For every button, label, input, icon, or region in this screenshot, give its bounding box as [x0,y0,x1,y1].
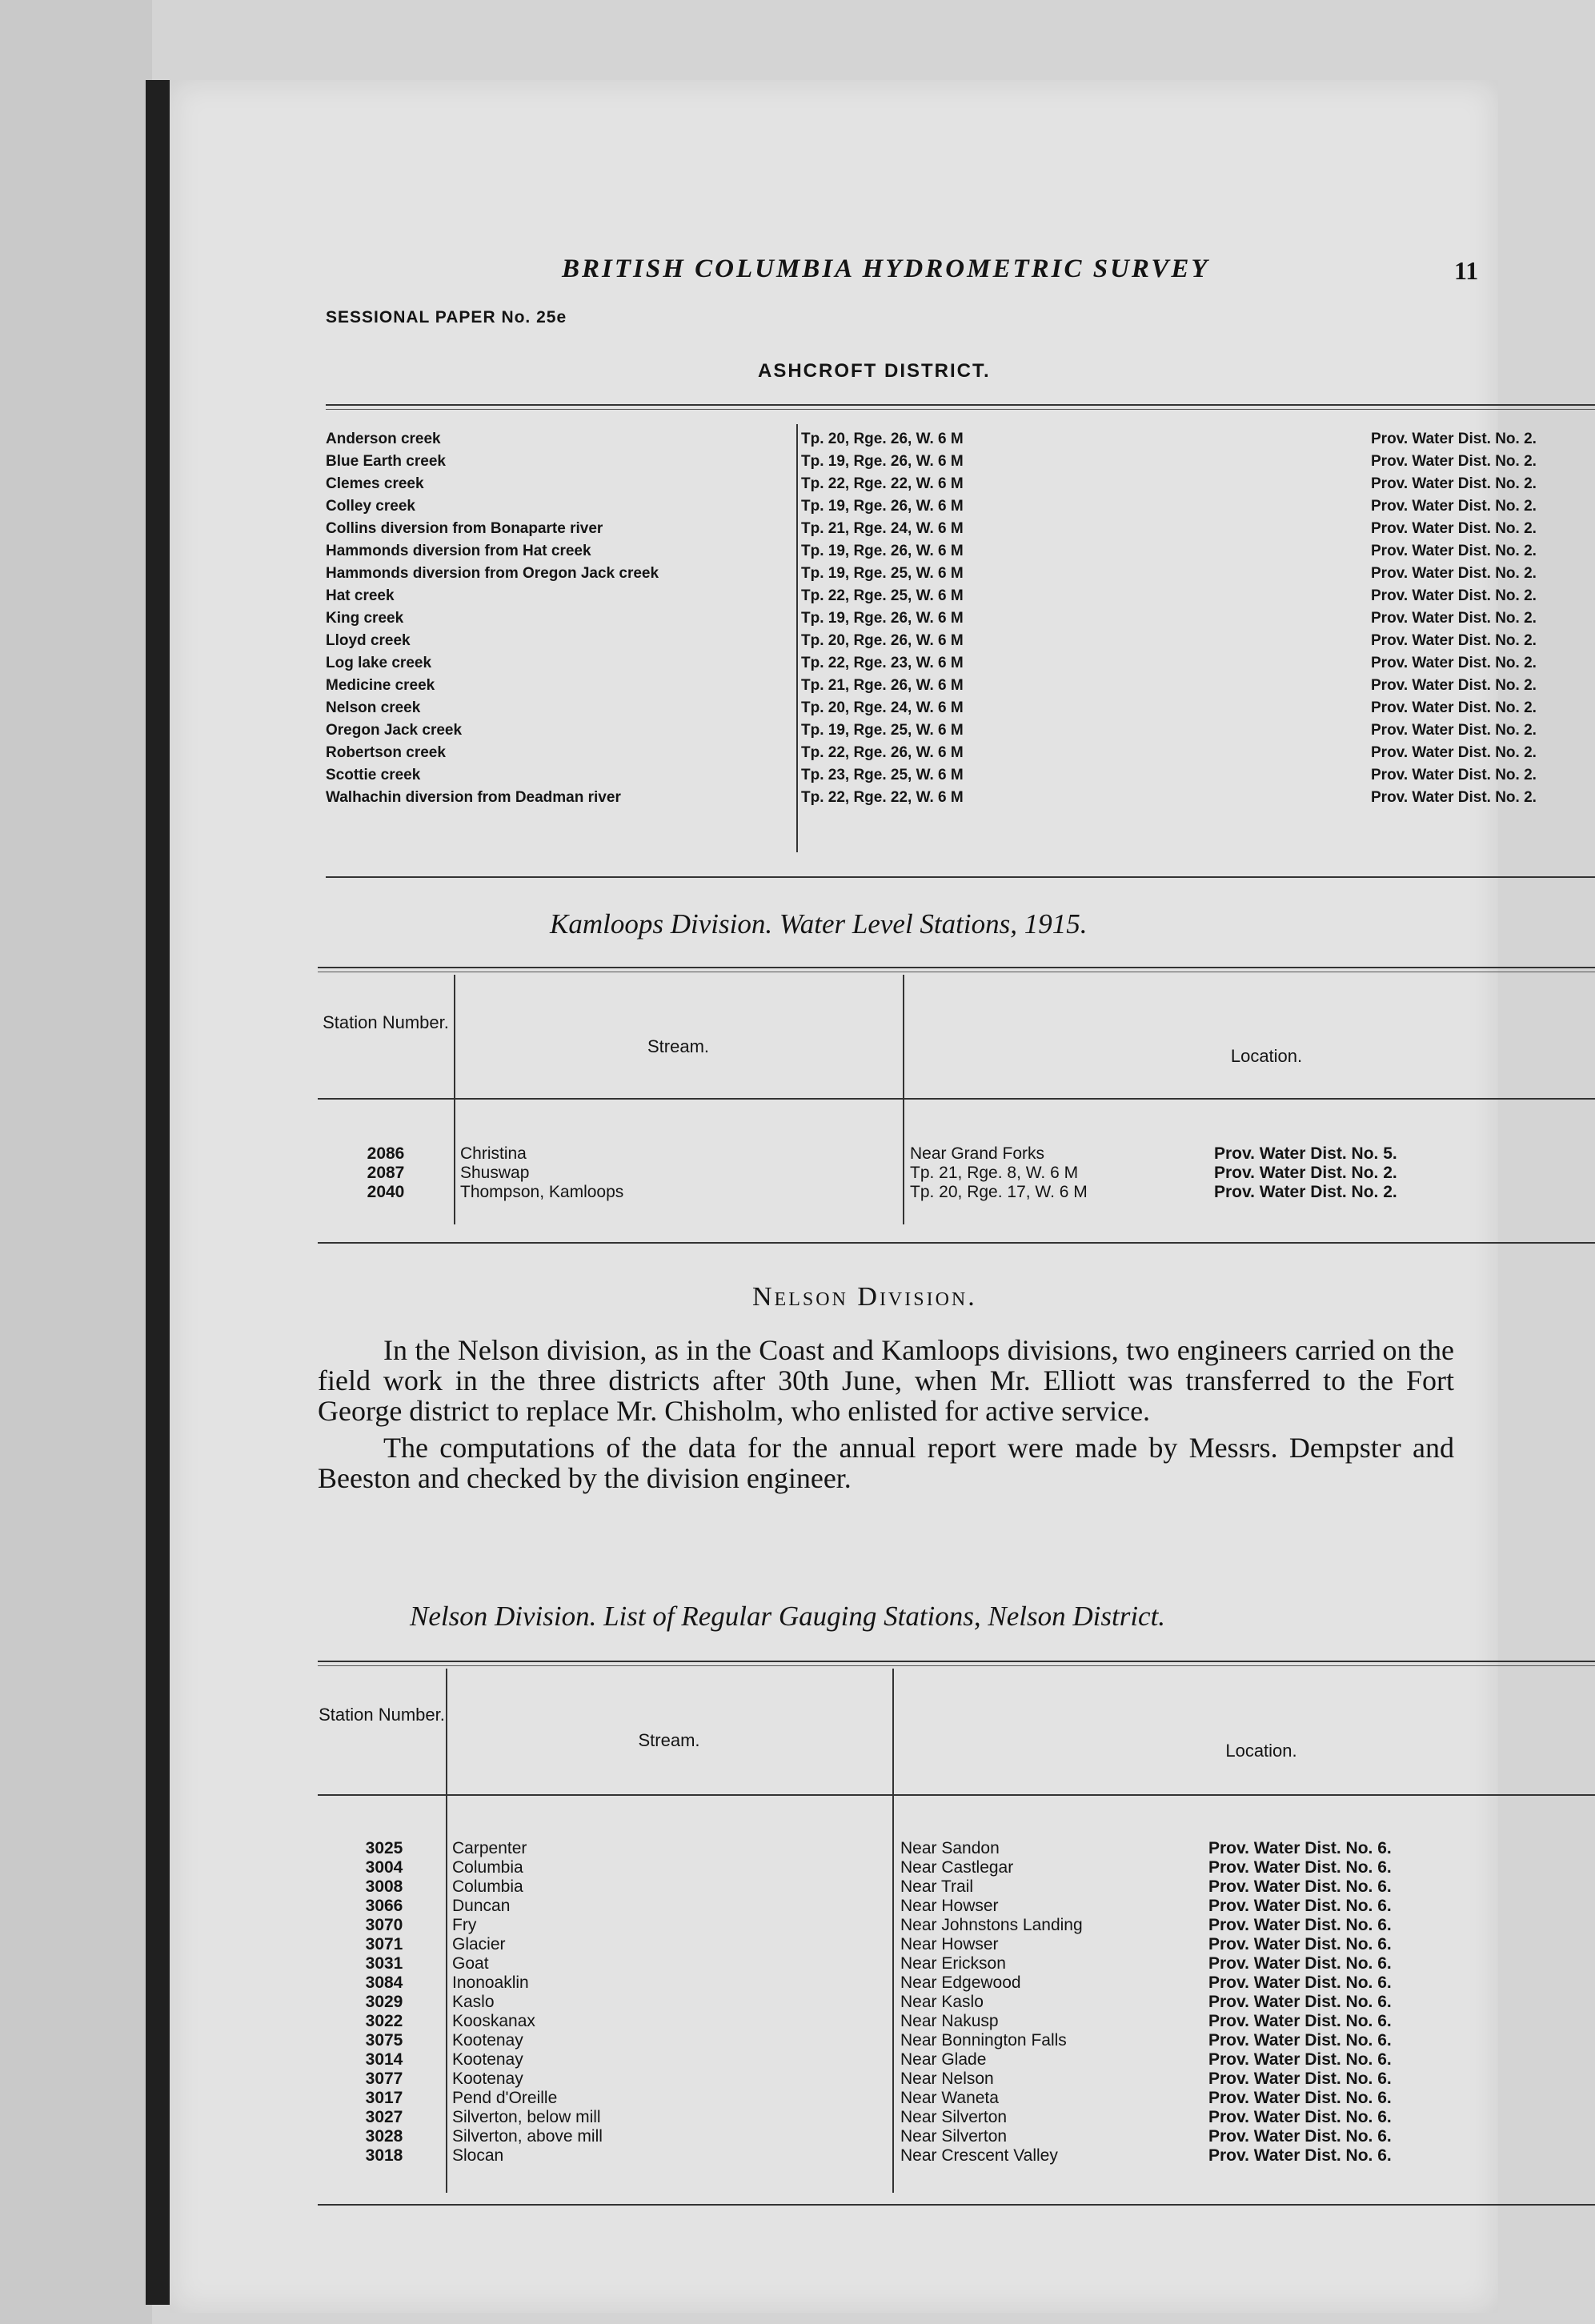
ashcroft-location: Tp. 22, Rge. 23, W. 6 M [801,655,964,671]
nelson-header-rule [318,1794,1595,1796]
nelson-bottom-rule [318,2204,1595,2206]
ashcroft-row [326,677,1595,694]
location: Near Erickson [900,1954,1006,1973]
ashcroft-district: Prov. Water Dist. No. 2. [1371,543,1537,559]
location: Near Trail [900,1877,974,1896]
ashcroft-stream: Robertson creek [326,744,446,761]
water-district: Prov. Water Dist. No. 6. [1208,1954,1392,1973]
ashcroft-district: Prov. Water Dist. No. 2. [1371,699,1537,716]
water-district: Prov. Water Dist. No. 6. [1208,1839,1392,1857]
water-district: Prov. Water Dist. No. 6. [1208,2012,1392,2030]
ashcroft-stream: Lloyd creek [326,632,411,649]
ashcroft-district: Prov. Water Dist. No. 2. [1371,498,1537,515]
station-number: 3017 [365,2089,403,2107]
location: Near Bonnington Falls [900,2031,1067,2050]
stream-name: Kootenay [452,2070,523,2088]
water-district: Prov. Water Dist. No. 6. [1208,2089,1392,2107]
kamloops-header-rule [318,1098,1595,1100]
water-district: Prov. Water Dist. No. 6. [1208,2108,1392,2126]
water-district: Prov. Water Dist. No. 6. [1208,2031,1392,2050]
ashcroft-location: Tp. 22, Rge. 22, W. 6 M [801,475,964,492]
stream-name: Pend d'Oreille [452,2089,558,2107]
ashcroft-stream: Log lake creek [326,655,432,671]
ashcroft-district: Prov. Water Dist. No. 2. [1371,520,1537,537]
kamloops-top-rule [318,967,1595,968]
station-number: 3028 [365,2127,403,2146]
ashcroft-location: Tp. 19, Rge. 26, W. 6 M [801,453,964,470]
stream-name: Shuswap [460,1164,530,1182]
water-district: Prov. Water Dist. No. 6. [1208,1897,1392,1915]
ashcroft-row [326,767,1595,783]
ashcroft-location: Tp. 19, Rge. 26, W. 6 M [801,498,964,515]
stream-name: Silverton, above mill [452,2127,603,2146]
ashcroft-top-rule-2 [326,409,1595,410]
station-number: 3071 [365,1935,403,1953]
ashcroft-location: Tp. 22, Rge. 25, W. 6 M [801,587,964,604]
nelson-top-rule [318,1661,1595,1662]
water-district: Prov. Water Dist. No. 6. [1208,2127,1392,2146]
location: Near Silverton [900,2127,1008,2146]
water-district: Prov. Water Dist. No. 6. [1208,1877,1392,1896]
station-number: 3070 [365,1916,403,1934]
kamloops-header-location: Location. [1230,1046,1303,1066]
location: Tp. 20, Rge. 17, W. 6 M [910,1183,1088,1201]
station-number: 3008 [365,1877,403,1896]
water-district: Prov. Water Dist. No. 6. [1208,1935,1392,1953]
ashcroft-district: Prov. Water Dist. No. 2. [1371,789,1537,806]
location: Near Nakusp [900,2012,999,2030]
kamloops-bottom-rule [318,1242,1595,1244]
stream-name: Christina [460,1144,527,1163]
ashcroft-district: Prov. Water Dist. No. 2. [1371,431,1537,447]
location: Near Silverton [900,2108,1008,2126]
ashcroft-row [326,744,1595,761]
nelson-top-rule-2 [318,1665,1595,1666]
nelson-row [318,2108,1595,2127]
station-number: 2040 [367,1183,405,1201]
ashcroft-stream: Colley creek [326,498,415,515]
ashcroft-location: Tp. 20, Rge. 26, W. 6 M [801,431,964,447]
nelson-row [318,1858,1595,1877]
ashcroft-stream: Collins diversion from Bonaparte river [326,520,603,537]
ashcroft-stream: Oregon Jack creek [326,722,463,739]
location: Near Glade [900,2050,987,2069]
water-district: Prov. Water Dist. No. 5. [1214,1144,1397,1163]
ashcroft-row [326,655,1595,671]
ashcroft-district: Prov. Water Dist. No. 2. [1371,677,1537,694]
document-page [170,80,1537,2313]
kamloops-row [318,1164,1595,1183]
ashcroft-district: Prov. Water Dist. No. 2. [1371,610,1537,627]
ashcroft-district: Prov. Water Dist. No. 2. [1371,632,1537,649]
ashcroft-heading: ASHCROFT DISTRICT. [758,360,991,382]
station-number: 3075 [365,2031,403,2050]
ashcroft-row [326,699,1595,716]
ashcroft-location: Tp. 19, Rge. 26, W. 6 M [801,543,964,559]
ashcroft-stream: Clemes creek [326,475,424,492]
water-district: Prov. Water Dist. No. 6. [1208,2070,1392,2088]
nelson-row [318,2146,1595,2166]
ashcroft-district: Prov. Water Dist. No. 2. [1371,744,1537,761]
running-title: BRITISH COLUMBIA HYDROMETRIC SURVEY [562,254,1210,283]
kamloops-header-stream: Stream. [647,1036,710,1056]
stream-name: Columbia [452,1877,523,1896]
water-district: Prov. Water Dist. No. 6. [1208,2146,1392,2165]
ashcroft-location: Tp. 19, Rge. 25, W. 6 M [801,722,964,739]
stream-name: Columbia [452,1858,523,1877]
station-number: 3027 [365,2108,403,2126]
ashcroft-row [326,789,1595,806]
ashcroft-location: Tp. 21, Rge. 26, W. 6 M [801,677,964,694]
stream-name: Slocan [452,2146,504,2165]
nelson-header-stream: Stream. [638,1730,700,1750]
nelson-row [318,2070,1595,2089]
ashcroft-row [326,475,1595,492]
nelson-row [318,1897,1595,1916]
nelson-header-station: Station Number. [319,1705,445,1725]
water-district: Prov. Water Dist. No. 6. [1208,1973,1392,1992]
nelson-paragraph-1: In the Nelson division, as in the Coast and Kamloops divisions, two engineers carried on the field work in the three districts after 30th June, when Mr. Elliott was transferred to the Fort George district to replace Mr. Chisholm, who enlisted for active service. [318,1334,1454,1427]
ashcroft-stream: Blue Earth creek [326,453,446,470]
station-number: 3025 [365,1839,403,1857]
nelson-paragraphs [318,1335,1454,1493]
stream-name: Thompson, Kamloops [460,1183,624,1201]
location: Near Howser [900,1935,999,1953]
stream-name: Duncan [452,1897,511,1915]
ashcroft-district: Prov. Water Dist. No. 2. [1371,767,1537,783]
ashcroft-location: Tp. 19, Rge. 26, W. 6 M [801,610,964,627]
ashcroft-location: Tp. 20, Rge. 26, W. 6 M [801,632,964,649]
kamloops-caption: Kamloops Division. Water Level Stations, 1915. [550,908,1088,940]
nelson-row [318,1954,1595,1973]
kamloops-header-station: Station Number. [323,1012,449,1032]
nelson-row [318,2089,1595,2108]
station-number: 3014 [365,2050,403,2069]
ashcroft-row [326,543,1595,559]
kamloops-row [318,1183,1595,1202]
station-number: 2087 [367,1164,405,1182]
stream-name: Glacier [452,1935,506,1953]
stream-name: Inonoaklin [452,1973,529,1992]
location: Near Johnstons Landing [900,1916,1083,1934]
nelson-row [318,2127,1595,2146]
ashcroft-stream: Walhachin diversion from Deadman river [326,789,621,806]
nelson-row [318,2031,1595,2050]
sessional-paper-label: SESSIONAL PAPER No. 25e [326,308,567,327]
stream-name: Carpenter [452,1839,527,1857]
station-number: 3022 [365,2012,403,2030]
ashcroft-district: Prov. Water Dist. No. 2. [1371,453,1537,470]
nelson-row [318,2050,1595,2070]
water-district: Prov. Water Dist. No. 2. [1214,1183,1397,1201]
ashcroft-row [326,498,1595,515]
water-district: Prov. Water Dist. No. 6. [1208,2050,1392,2069]
location: Near Kaslo [900,1993,984,2011]
location: Near Waneta [900,2089,999,2107]
ashcroft-stream: Medicine creek [326,677,435,694]
kamloops-row [318,1144,1595,1164]
ashcroft-stream: Hat creek [326,587,395,604]
page-number: 11 [1454,256,1479,285]
nelson-row [318,2012,1595,2031]
ashcroft-stream: Hammonds diversion from Hat creek [326,543,591,559]
ashcroft-stream: Hammonds diversion from Oregon Jack creek [326,565,659,582]
ashcroft-row [326,587,1595,604]
location: Near Castlegar [900,1858,1014,1877]
ashcroft-location: Tp. 21, Rge. 24, W. 6 M [801,520,964,537]
water-district: Prov. Water Dist. No. 6. [1208,1858,1392,1877]
ashcroft-row [326,431,1595,447]
nelson-row [318,1877,1595,1897]
station-number: 3018 [365,2146,403,2165]
ashcroft-stream: Nelson creek [326,699,421,716]
ashcroft-district: Prov. Water Dist. No. 2. [1371,475,1537,492]
nelson-row [318,1935,1595,1954]
ashcroft-location: Tp. 22, Rge. 22, W. 6 M [801,789,964,806]
station-number: 3031 [365,1954,403,1973]
nelson-header-location: Location. [1225,1741,1297,1761]
ashcroft-district: Prov. Water Dist. No. 2. [1371,565,1537,582]
nelson-division-heading: Nelson Division. [752,1282,977,1312]
page-gutter-shadow [146,80,170,2305]
ashcroft-district: Prov. Water Dist. No. 2. [1371,587,1537,604]
nelson-paragraph-2: The computations of the data for the annual report were made by Messrs. Dempster and Beeston and checked by the division engineer. [318,1432,1454,1494]
nelson-row [318,1916,1595,1935]
ashcroft-location: Tp. 19, Rge. 25, W. 6 M [801,565,964,582]
station-number: 3077 [365,2070,403,2088]
ashcroft-location: Tp. 22, Rge. 26, W. 6 M [801,744,964,761]
nelson-caption: Nelson Division. List of Regular Gauging Stations, Nelson District. [410,1601,1166,1632]
ashcroft-row [326,565,1595,582]
station-number: 3029 [365,1993,403,2011]
ashcroft-stream: Anderson creek [326,431,441,447]
nelson-row [318,1839,1595,1858]
nelson-row [318,1993,1595,2012]
ashcroft-district: Prov. Water Dist. No. 2. [1371,722,1537,739]
location: Near Nelson [900,2070,994,2088]
water-district: Prov. Water Dist. No. 6. [1208,1993,1392,2011]
stream-name: Silverton, below mill [452,2108,601,2126]
ashcroft-stream: Scottie creek [326,767,421,783]
ashcroft-row [326,610,1595,627]
ashcroft-bottom-rule [326,876,1595,878]
stream-name: Kootenay [452,2050,523,2069]
water-district: Prov. Water Dist. No. 2. [1214,1164,1397,1182]
ashcroft-location: Tp. 23, Rge. 25, W. 6 M [801,767,964,783]
location: Near Grand Forks [910,1144,1045,1163]
nelson-row [318,1973,1595,1993]
ashcroft-row [326,520,1595,537]
facing-page-edge [0,0,152,2324]
location: Near Howser [900,1897,999,1915]
stream-name: Goat [452,1954,489,1973]
location: Near Crescent Valley [900,2146,1058,2165]
station-number: 2086 [367,1144,405,1163]
location: Near Edgewood [900,1973,1021,1992]
station-number: 3066 [365,1897,403,1915]
ashcroft-row [326,453,1595,470]
ashcroft-row [326,632,1595,649]
ashcroft-top-rule [326,404,1595,406]
water-district: Prov. Water Dist. No. 6. [1208,1916,1392,1934]
location: Near Sandon [900,1839,1000,1857]
location: Tp. 21, Rge. 8, W. 6 M [910,1164,1079,1182]
station-number: 3084 [365,1973,403,1992]
station-number: 3004 [365,1858,403,1877]
stream-name: Kootenay [452,2031,523,2050]
ashcroft-location: Tp. 20, Rge. 24, W. 6 M [801,699,964,716]
ashcroft-stream: King creek [326,610,404,627]
stream-name: Kaslo [452,1993,495,2011]
ashcroft-district: Prov. Water Dist. No. 2. [1371,655,1537,671]
stream-name: Fry [452,1916,477,1934]
ashcroft-row [326,722,1595,739]
stream-name: Kooskanax [452,2012,535,2030]
